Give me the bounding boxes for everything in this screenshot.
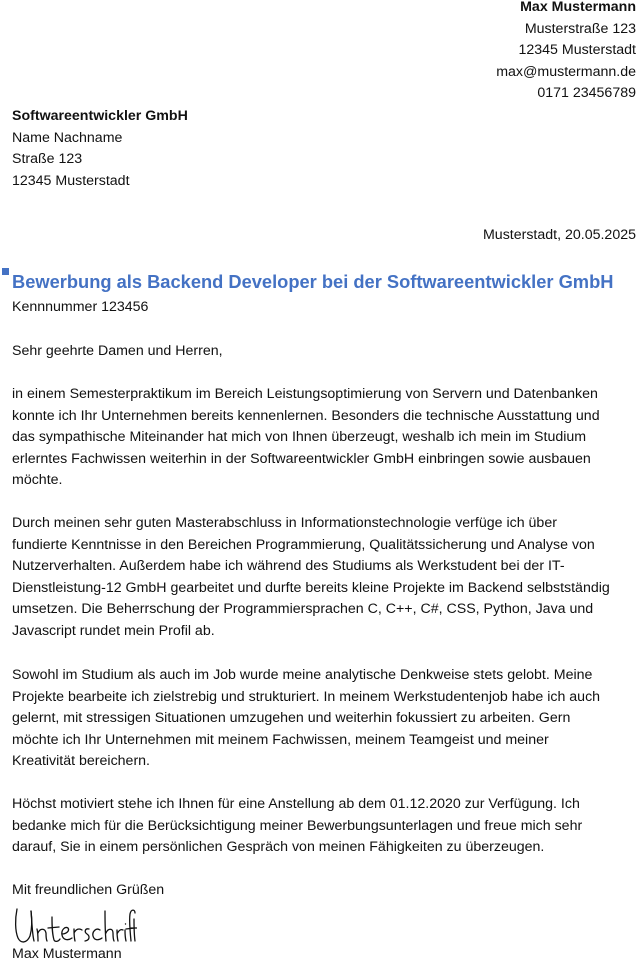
letter-date: Musterstadt, 20.05.2025: [482, 227, 636, 243]
sender-city: 12345 Musterstadt: [518, 42, 636, 58]
sender-phone: 0171 23456789: [537, 85, 636, 101]
paragraph-line: bedanke mich für die Berücksichtigung meiner Bewerbungsunterlagen und freue mich sehr: [12, 817, 583, 834]
paragraph-line: möchte.: [12, 472, 63, 488]
paragraph-line: möchte ich Ihr Unternehmen mit meinem Fachwissen, meinem Teamgeist und meiner: [12, 731, 549, 748]
recipient-street: Straße 123: [12, 151, 83, 167]
paragraph-line: Projekte bearbeite ich zielstrebig und strukturiert. In meinem Werkstudentenjob habe ich auch: [12, 688, 601, 705]
sender-name: Max Mustermann: [520, 0, 636, 15]
paragraph-line: in einem Semesterpraktikum im Bereich Leistungsoptimierung von Servern und Datenbanken: [12, 386, 598, 402]
paragraph-line: Dienstleistung-12 GmbH gearbeitet und durfte bereits kleine Projekte im Backend selbstständig: [12, 579, 610, 596]
recipient-contact: Name Nachname: [12, 129, 123, 146]
paragraph-line: Sowohl im Studium als auch im Job wurde meine analytische Denkweise stets gelobt. Meine: [12, 667, 593, 683]
paragraph-line: fundierte Kenntnisse in den Bereichen Programmierung, Qualitätssicherung und Analyse von: [12, 536, 595, 553]
paragraph-line: Javascript rundet mein Profil ab.: [12, 622, 215, 639]
paragraph-line: Höchst motiviert stehe ich Ihnen für eine Anstellung ab dem 01.12.2020 zur Verfügung. Ich: [12, 796, 580, 812]
recipient-block: [12, 106, 412, 192]
paragraph-3: [12, 665, 637, 773]
reference-number: Kennnummer 123456: [12, 299, 149, 315]
sender-block: [236, 0, 636, 105]
paragraph-4: [12, 794, 637, 859]
paragraph-line: Nutzerverhalten. Außerdem habe ich während des Studiums als Werkstudent bei der IT-: [12, 558, 565, 574]
sender-email: max@mustermann.de: [496, 63, 636, 80]
recipient-company: Softwareentwickler GmbH: [12, 108, 188, 124]
paragraph-1: [12, 384, 637, 492]
salutation: Sehr geehrte Damen und Herren,: [12, 343, 223, 359]
paragraph-line: umsetzen. Die Beherrschung der Programmiersprachen C, C++, C#, CSS, Python, Java und: [12, 601, 594, 617]
subject-marker: [2, 268, 9, 275]
paragraph-line: darauf, Sie in einem persönlichen Gespräch von meinen Fähigkeiten zu überzeugen.: [12, 839, 545, 855]
paragraph-2: [12, 513, 637, 642]
letter-subject: Bewerbung als Backend Developer bei der Softwareentwickler GmbH: [12, 271, 614, 292]
handwritten-signature: [12, 903, 137, 948]
paragraph-line: gelernt, mit stressigen Situationen umzugehen und weiterhin fokussiert zu arbeiten. Gern: [12, 710, 571, 726]
recipient-city: 12345 Musterstadt: [12, 172, 130, 189]
signer-name: Max Mustermann: [12, 946, 122, 962]
sender-street: Musterstraße 123: [524, 20, 636, 37]
paragraph-line: Kreativität bereichern.: [12, 753, 151, 769]
paragraph-line: erlerntes Fachwissen weiterhin in der Softwareentwickler GmbH einbringen sowie ausbauen: [12, 450, 591, 467]
paragraph-line: das sympathische Miteinander hat mich von Ihnen überzeugt, weshalb ich mein im Studium: [12, 429, 587, 445]
closing-phrase: Mit freundlichen Grüßen: [12, 882, 165, 898]
paragraph-line: konnte ich Ihr Unternehmen bereits kennenlernen. Besonders die technische Ausstattung und: [12, 407, 600, 424]
paragraph-line: Durch meinen sehr guten Masterabschluss in Informationstechnologie verfüge ich über: [12, 515, 557, 531]
